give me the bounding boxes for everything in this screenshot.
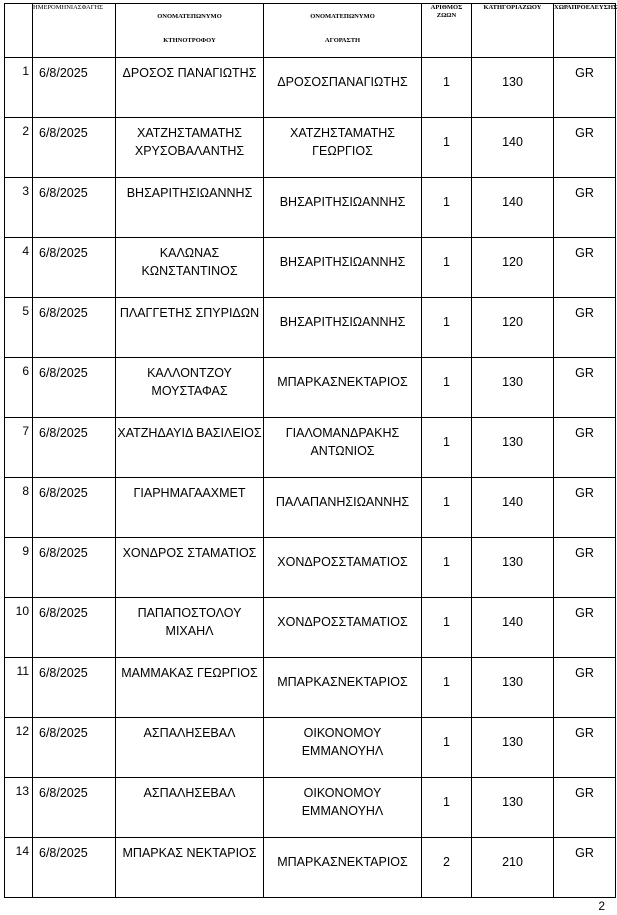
buyer-name-cell: ΒΗΣΑΡΙΤΗΣΙΩΑΝΝΗΣ [264,298,422,358]
header-slaughter-date: ΗΜΕΡΟΜΗΝΙΑΣΦΑΓΗΣ [33,4,116,58]
table-row [5,118,616,178]
animal-category-cell: 130 [472,658,554,718]
farmer-name-cell: ΒΗΣΑΡΙΤΗΣΙΩΑΝΝΗΣ [116,178,264,238]
country-cell: GR [554,478,616,538]
slaughter-date-cell: 6/8/2025 [33,58,116,118]
header-animal-category: ΚΑΤΗΓΟΡΙΑΖΩΟΥ [472,4,554,58]
table-row [5,658,616,718]
slaughter-date-cell: 6/8/2025 [33,718,116,778]
country-cell: GR [554,778,616,838]
table-body [5,58,616,898]
animal-category-cell: 130 [472,538,554,598]
animal-count-cell: 1 [422,658,472,718]
animal-count-cell: 1 [422,598,472,658]
row-number: 8 [5,478,33,538]
row-number: 7 [5,418,33,478]
farmer-name-cell: ΠΛΑΓΓΕΤΗΣ ΣΠΥΡΙΔΩΝ [116,298,264,358]
animal-category-cell: 120 [472,298,554,358]
row-number: 10 [5,598,33,658]
row-number: 6 [5,358,33,418]
buyer-name-cell: ΜΠΑΡΚΑΣΝΕΚΤΑΡΙΟΣ [264,838,422,898]
table-row [5,238,616,298]
slaughter-date-cell: 6/8/2025 [33,238,116,298]
table-row [5,478,616,538]
header-farmer-name-line1: ΟΝΟΜΑΤΕΠΩΝΥΜΟ [157,13,222,20]
animal-count-cell: 1 [422,718,472,778]
header-buyer-name-line2: ΑΓΟΡΑΣΤΗ [324,37,361,44]
farmer-name-cell: ΠΑΠΑΠΟΣΤΟΛΟΥ ΜΙΧΑΗΛ [116,598,264,658]
row-number: 11 [5,658,33,718]
animal-count-cell: 1 [422,538,472,598]
row-number: 5 [5,298,33,358]
buyer-name-cell: ΓΙΑΛΟΜΑΝΔΡΑΚΗΣ ΑΝΤΩΝΙΟΣ [264,418,422,478]
slaughter-date-cell: 6/8/2025 [33,538,116,598]
animal-count-cell: 1 [422,358,472,418]
row-number: 1 [5,58,33,118]
animal-count-cell: 1 [422,418,472,478]
table-row [5,178,616,238]
country-cell: GR [554,178,616,238]
buyer-name-cell: ΒΗΣΑΡΙΤΗΣΙΩΑΝΝΗΣ [264,178,422,238]
country-cell: GR [554,538,616,598]
buyer-name-cell: ΧΟΝΔΡΟΣΣΤΑΜΑΤΙΟΣ [264,598,422,658]
header-animal-count: ΑΡΙΘΜΟΣ ΖΩΩΝ [422,4,472,58]
farmer-name-cell: ΚΑΛΩΝΑΣ ΚΩΝΣΤΑΝΤΙΝΟΣ [116,238,264,298]
country-cell: GR [554,118,616,178]
animal-count-cell: 1 [422,178,472,238]
page-number: 2 [598,899,605,913]
country-cell: GR [554,718,616,778]
header-row-number [5,4,33,58]
header-buyer-name-line1: ΟΝΟΜΑΤΕΠΩΝΥΜΟ [310,13,375,20]
table-row [5,298,616,358]
country-cell: GR [554,598,616,658]
country-cell: GR [554,358,616,418]
animal-count-cell: 1 [422,778,472,838]
animal-category-cell: 140 [472,178,554,238]
slaughter-records-table [4,3,616,898]
slaughter-date-cell: 6/8/2025 [33,298,116,358]
animal-count-cell: 1 [422,298,472,358]
slaughter-date-cell: 6/8/2025 [33,598,116,658]
buyer-name-cell: ΒΗΣΑΡΙΤΗΣΙΩΑΝΝΗΣ [264,238,422,298]
animal-category-cell: 120 [472,238,554,298]
farmer-name-cell: ΜΠΑΡΚΑΣ ΝΕΚΤΑΡΙΟΣ [116,838,264,898]
country-cell: GR [554,418,616,478]
animal-category-cell: 140 [472,118,554,178]
farmer-name-cell: ΑΣΠΑΛΗΣΕΒΑΛ [116,718,264,778]
slaughter-date-cell: 6/8/2025 [33,658,116,718]
buyer-name-cell: ΟΙΚΟΝΟΜΟΥ ΕΜΜΑΝΟΥΗΛ [264,718,422,778]
animal-count-cell: 1 [422,58,472,118]
country-cell: GR [554,838,616,898]
slaughter-date-cell: 6/8/2025 [33,358,116,418]
row-number: 2 [5,118,33,178]
country-cell: GR [554,58,616,118]
farmer-name-cell: ΜΑΜΜΑΚΑΣ ΓΕΩΡΓΙΟΣ [116,658,264,718]
animal-category-cell: 210 [472,838,554,898]
animal-category-cell: 130 [472,778,554,838]
animal-count-cell: 1 [422,238,472,298]
country-cell: GR [554,238,616,298]
animal-count-cell: 2 [422,838,472,898]
farmer-name-cell: ΚΑΛΛΟΝΤΖΟΥ ΜΟΥΣΤΑΦΑΣ [116,358,264,418]
table-row [5,718,616,778]
animal-count-cell: 1 [422,478,472,538]
farmer-name-cell: ΓΙΑΡΗΜΑΓΑΑΧΜΕΤ [116,478,264,538]
header-farmer-name-line2: ΚΤΗΝΟΤΡΟΦΟΥ [163,37,216,44]
country-cell: GR [554,298,616,358]
table-row [5,358,616,418]
header-country-of-origin: ΧΩΡΑΠΡΟΕΛΕΥΣΗΣ [554,4,616,58]
animal-category-cell: 130 [472,358,554,418]
row-number: 9 [5,538,33,598]
farmer-name-cell: ΔΡΟΣΟΣ ΠΑΝΑΓΙΩΤΗΣ [116,58,264,118]
row-number: 4 [5,238,33,298]
table-row [5,538,616,598]
buyer-name-cell: ΧΟΝΔΡΟΣΣΤΑΜΑΤΙΟΣ [264,538,422,598]
slaughter-date-cell: 6/8/2025 [33,418,116,478]
animal-category-cell: 140 [472,598,554,658]
table-row [5,418,616,478]
farmer-name-cell: ΧΑΤΖΗΣΤΑΜΑΤΗΣ ΧΡΥΣΟΒΑΛΑΝΤΗΣ [116,118,264,178]
row-number: 12 [5,718,33,778]
table-header [5,4,616,58]
buyer-name-cell: ΜΠΑΡΚΑΣΝΕΚΤΑΡΙΟΣ [264,358,422,418]
buyer-name-cell: ΜΠΑΡΚΑΣΝΕΚΤΑΡΙΟΣ [264,658,422,718]
slaughter-date-cell: 6/8/2025 [33,178,116,238]
farmer-name-cell: ΑΣΠΑΛΗΣΕΒΑΛ [116,778,264,838]
slaughter-date-cell: 6/8/2025 [33,118,116,178]
row-number: 14 [5,838,33,898]
table-row [5,58,616,118]
animal-category-cell: 130 [472,418,554,478]
animal-count-cell: 1 [422,118,472,178]
buyer-name-cell: ΧΑΤΖΗΣΤΑΜΑΤΗΣ ΓΕΩΡΓΙΟΣ [264,118,422,178]
buyer-name-cell: ΟΙΚΟΝΟΜΟΥ ΕΜΜΑΝΟΥΗΛ [264,778,422,838]
header-buyer-name [264,4,422,58]
table-row [5,778,616,838]
header-row [5,4,616,58]
table-row [5,838,616,898]
farmer-name-cell: ΧΑΤΖΗΔΑΥΙΔ ΒΑΣΙΛΕΙΟΣ [116,418,264,478]
slaughter-date-cell: 6/8/2025 [33,778,116,838]
buyer-name-cell: ΔΡΟΣΟΣΠΑΝΑΓΙΩΤΗΣ [264,58,422,118]
country-cell: GR [554,658,616,718]
animal-category-cell: 130 [472,718,554,778]
table-row [5,598,616,658]
animal-category-cell: 130 [472,58,554,118]
row-number: 3 [5,178,33,238]
row-number: 13 [5,778,33,838]
slaughter-date-cell: 6/8/2025 [33,838,116,898]
farmer-name-cell: ΧΟΝΔΡΟΣ ΣΤΑΜΑΤΙΟΣ [116,538,264,598]
header-farmer-name [116,4,264,58]
buyer-name-cell: ΠΑΛΑΠΑΝΗΣΙΩΑΝΝΗΣ [264,478,422,538]
animal-category-cell: 140 [472,478,554,538]
slaughter-date-cell: 6/8/2025 [33,478,116,538]
